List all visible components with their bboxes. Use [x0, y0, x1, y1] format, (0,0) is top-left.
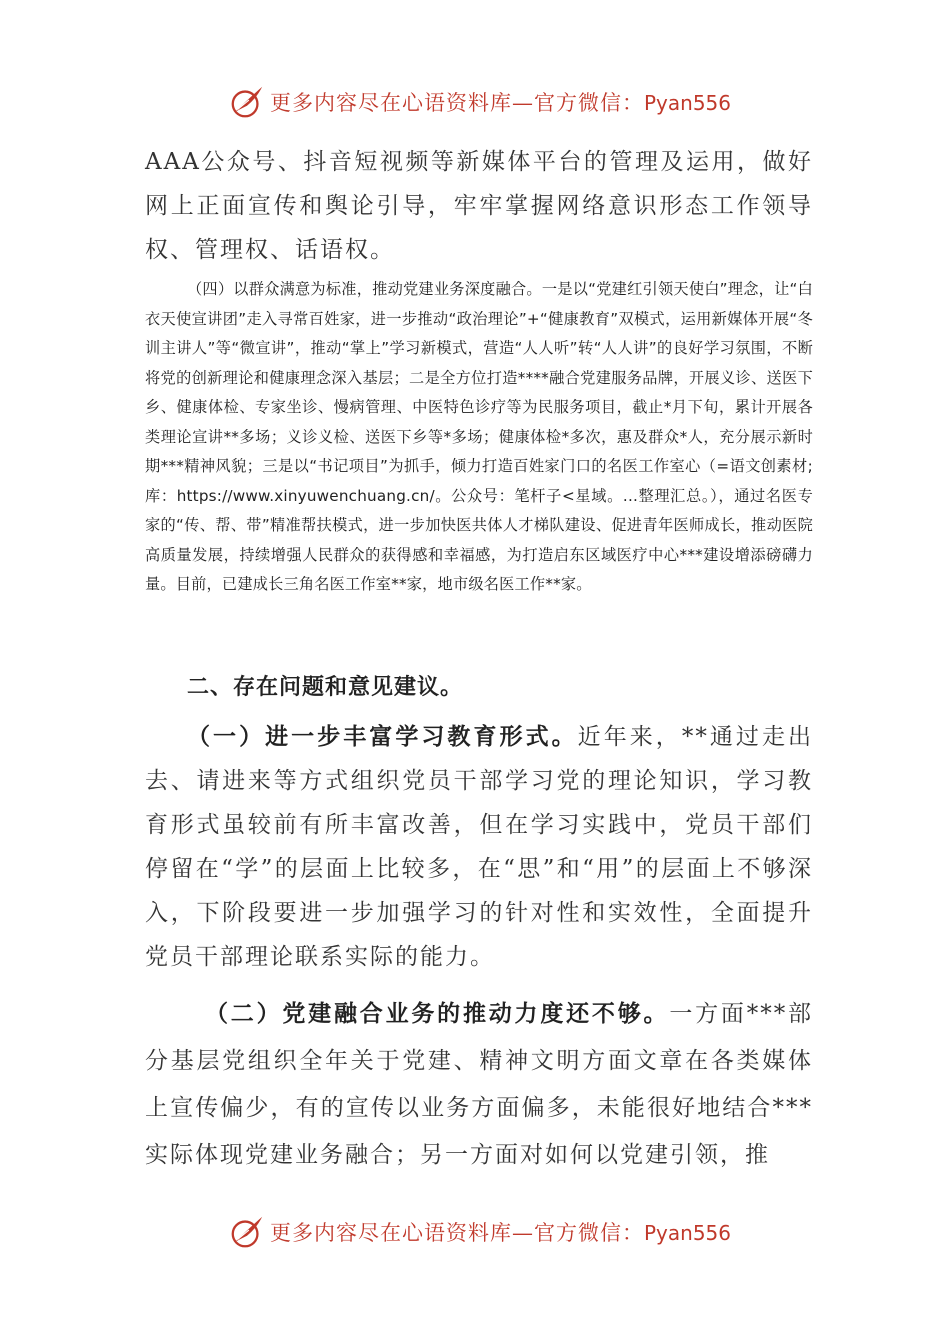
- banner-text: 更多内容尽在心语资料库—官方微信：Pyan556: [270, 1221, 732, 1245]
- footer-banner: [228, 1212, 748, 1252]
- paragraph-1: AAA公众号、抖音短视频等新媒体平台的管理及运用，做好网上正面宣传和舆论引导，牢牢掌握网络意识形态工作领导权、管理权、话语权。: [145, 149, 813, 263]
- header-banner: [228, 82, 748, 122]
- paragraph-3: [145, 715, 813, 979]
- paragraph-4-title: （二）党建融合业务的推动力度还不够。: [205, 1000, 670, 1027]
- paragraph-4-body: 一方面***部分基层党组织全年关于党建、精神文明方面文章在各类媒体上宣传偏少，有的宣传以业务方面偏多，未能很好地结合***实际体现党建业务融合；另一方面对如何以党建引领，推: [145, 1001, 814, 1168]
- paragraph-2: （四）以群众满意为标准，推动党建业务深度融合。一是以“党建红引领天使白”理念，让“白衣天使宣讲团”走入寻常百姓家，进一步推动“政治理论”+“健康教育”双模式，运用新媒体开展“冬训主讲人”等“微宣讲”，推动“掌上”学习新模式，营造“人人听”转“人人讲”的良好学习氛围，不断将党的创新理论和健康理念深入基层；二是全方位打造****融合党建服务品牌，开展义诊、送医下乡、健康体检、专家坐诊、慢病管理、中医特色诊疗等为民服务项目，截止*月下旬，累计开展各类理论宣讲**多场；义诊义检、送医下乡等*多场；健康体检*多次，惠及群众*人，充分展示新时期***精神风貌；三是以“书记项目”为抓手，倾力打造百姓家门口的名医工作室心（=语文创素材;库：https://www.xinyuwenchuang.cn/。公众号：笔杆子<星域。...整理汇总。），通过名医专家的“传、帮、带”精准帮扶模式，进一步加快医共体人才梯队建设、促进青年医师成长，推动医院高质量发展，持续增强人民群众的获得感和幸福感，为打造启东区域医疗中心***建设增添磅礴力量。目前，已建成长三角名医工作室**家，地市级名医工作**家。: [145, 280, 813, 593]
- quill-logo-icon: [228, 1213, 266, 1251]
- paragraph-4: [145, 990, 813, 1179]
- banner-text: 更多内容尽在心语资料库—官方微信：Pyan556: [270, 91, 732, 115]
- wechat-id: Pyan556: [644, 91, 732, 115]
- wechat-id: Pyan556: [644, 1221, 732, 1245]
- section-heading: 二、存在问题和意见建议。: [187, 674, 464, 700]
- paragraph-3-title: （一）进一步丰富学习教育形式。: [187, 723, 578, 750]
- quill-logo-icon: [228, 83, 266, 121]
- paragraph-3-body: 近年来，**通过走出去、请进来等方式组织党员干部学习党的理论知识，学习教育形式虽较前有所丰富改善，但在学习实践中，党员干部们停留在“学”的层面上比较多，在“思”和“用”的层面上不够深入，下阶段要进一步加强学习的针对性和实效性，全面提升党员干部理论联系实际的能力。: [145, 724, 814, 970]
